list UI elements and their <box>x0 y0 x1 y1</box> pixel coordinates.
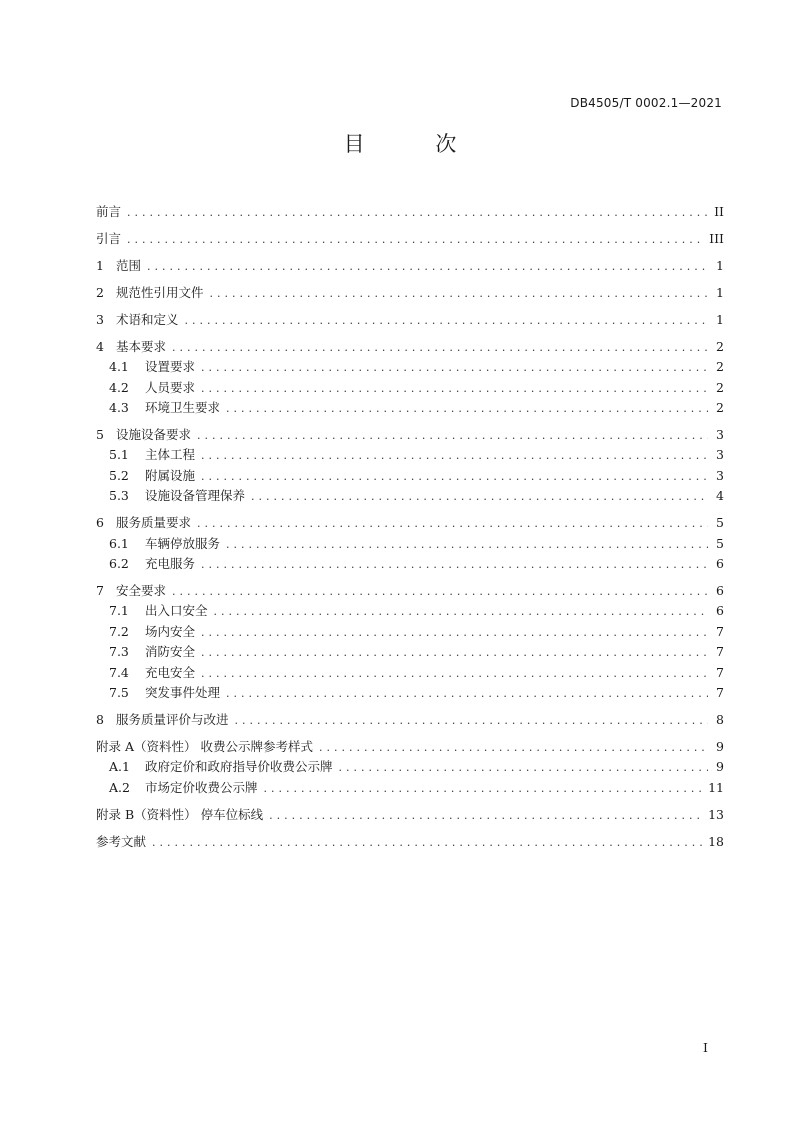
toc-entry-page: II <box>714 204 724 219</box>
toc-leader-dots <box>201 358 708 378</box>
toc-entry-label: 出入口安全 <box>145 603 208 619</box>
toc-entry-label: 范围 <box>116 257 142 273</box>
toc-entry-number: A.2 <box>109 779 130 795</box>
toc-entry-label: 引言 <box>96 230 122 246</box>
toc-entry-number: 4.3 <box>109 400 129 416</box>
toc-entry[interactable] <box>96 622 724 642</box>
toc-entry-label: 人员要求 <box>145 379 196 395</box>
toc-leader-dots <box>235 711 708 731</box>
toc-leader-dots <box>172 582 708 602</box>
toc-entry-label: 市场定价收费公示牌 <box>145 779 258 795</box>
toc-entry-number: 1 <box>96 257 104 273</box>
toc-entry[interactable] <box>96 357 724 377</box>
table-of-contents <box>96 202 724 852</box>
toc-entry-page: 5 <box>716 535 724 551</box>
toc-entry-label: 附录 B（资料性） 停车位标线 <box>96 806 264 822</box>
toc-leader-dots <box>127 203 708 223</box>
toc-entry-page: 3 <box>716 447 724 463</box>
toc-leader-dots <box>127 230 705 250</box>
toc-entry-label: 车辆停放服务 <box>145 535 221 551</box>
toc-entry-page: 13 <box>708 806 724 822</box>
toc-leader-dots <box>201 555 708 575</box>
toc-entry-label: 消防安全 <box>145 644 196 660</box>
toc-leader-dots <box>251 487 708 507</box>
toc-leader-dots <box>152 833 704 853</box>
toc-entry-number: 6 <box>96 515 104 531</box>
toc-entry-page: 1 <box>716 284 724 300</box>
toc-entry-label: 服务质量要求 <box>116 515 192 531</box>
toc-entry[interactable] <box>96 202 724 222</box>
toc-leader-dots <box>269 806 704 826</box>
toc-entry[interactable] <box>96 310 724 330</box>
toc-entry-page: 3 <box>716 467 724 483</box>
toc-leader-dots <box>201 664 708 684</box>
toc-entry-number: 6.1 <box>109 535 129 551</box>
toc-entry-label: 环境卫生要求 <box>145 400 221 416</box>
toc-entry-page: 3 <box>716 427 724 443</box>
toc-entry-label: 设施设备管理保养 <box>145 488 246 504</box>
toc-entry-page: 6 <box>716 583 724 598</box>
toc-entry-number: 7.5 <box>109 684 129 700</box>
toc-leader-dots <box>226 684 708 704</box>
page-number: I <box>703 1040 708 1055</box>
toc-entry[interactable] <box>96 337 724 357</box>
toc-leader-dots <box>210 284 708 304</box>
toc-entry-number: 4.2 <box>109 379 129 395</box>
toc-entry[interactable] <box>96 757 724 777</box>
toc-entry[interactable] <box>96 466 724 486</box>
toc-entry[interactable] <box>96 398 724 418</box>
toc-entry-number: 3 <box>96 311 104 327</box>
toc-leader-dots <box>201 467 708 487</box>
toc-entry-page: 2 <box>716 400 724 416</box>
toc-entry[interactable] <box>96 256 724 276</box>
toc-leader-dots <box>172 338 708 358</box>
toc-entry-page: 2 <box>716 338 724 354</box>
toc-entry[interactable] <box>96 710 724 730</box>
toc-entry-label: 充电服务 <box>145 556 196 572</box>
toc-entry[interactable] <box>96 445 724 465</box>
toc-entry-label: 突发事件处理 <box>145 684 221 700</box>
toc-entry-number: 7.1 <box>109 603 129 619</box>
toc-entry[interactable] <box>96 554 724 574</box>
toc-entry-label: 政府定价和政府指导价收费公示牌 <box>145 759 333 775</box>
toc-entry-number: 2 <box>96 284 104 300</box>
toc-leader-dots <box>201 643 708 663</box>
toc-leader-dots <box>264 779 705 799</box>
toc-entry[interactable] <box>96 229 724 249</box>
toc-entry-label: 前言 <box>96 204 122 219</box>
toc-entry-page: 9 <box>716 759 724 775</box>
toc-entry-label: 规范性引用文件 <box>116 284 204 300</box>
toc-entry-label: 术语和定义 <box>116 311 179 327</box>
toc-leader-dots <box>197 514 708 534</box>
toc-entry[interactable] <box>96 805 724 825</box>
toc-entry-page: III <box>709 230 724 246</box>
toc-leader-dots <box>185 311 708 331</box>
toc-entry-page: 5 <box>716 515 724 531</box>
toc-entry[interactable] <box>96 642 724 662</box>
toc-entry[interactable] <box>96 832 724 852</box>
toc-entry-page: 7 <box>716 684 724 700</box>
toc-entry[interactable] <box>96 378 724 398</box>
toc-entry[interactable] <box>96 581 724 601</box>
toc-leader-dots <box>214 602 708 622</box>
toc-entry-page: 18 <box>708 833 724 849</box>
page-title: 目 次 <box>343 132 489 156</box>
toc-entry-number: 7.2 <box>109 623 129 639</box>
toc-entry[interactable] <box>96 778 724 798</box>
toc-entry-number: 7.3 <box>109 644 129 660</box>
toc-entry-label: 设置要求 <box>145 359 196 375</box>
toc-entry[interactable] <box>96 513 724 533</box>
toc-leader-dots <box>197 426 708 446</box>
toc-leader-dots <box>226 399 708 419</box>
toc-entry-label: 服务质量评价与改进 <box>116 711 229 727</box>
toc-entry-page: 1 <box>716 257 724 273</box>
toc-leader-dots <box>147 257 708 277</box>
toc-entry-number: 5 <box>96 427 104 443</box>
toc-entry-number: 4.1 <box>109 359 129 375</box>
toc-entry-label: 设施设备要求 <box>116 427 192 443</box>
toc-entry-label: 安全要求 <box>116 583 167 598</box>
toc-leader-dots <box>201 623 708 643</box>
toc-entry-page: 1 <box>716 311 724 327</box>
toc-entry-page: 2 <box>716 359 724 375</box>
toc-entry-page: 7 <box>716 644 724 660</box>
toc-entry[interactable] <box>96 425 724 445</box>
toc-entry[interactable] <box>96 683 724 703</box>
toc-entry-page: 9 <box>716 738 724 754</box>
toc-leader-dots <box>319 738 708 758</box>
toc-entry-number: 7.4 <box>109 664 129 680</box>
toc-entry-page: 4 <box>716 488 724 504</box>
toc-leader-dots <box>201 379 708 399</box>
toc-entry[interactable] <box>96 283 724 303</box>
toc-entry[interactable] <box>96 663 724 683</box>
toc-entry-label: 充电安全 <box>145 664 196 680</box>
toc-entry[interactable] <box>96 486 724 506</box>
toc-entry-number: 8 <box>96 711 104 727</box>
toc-entry-number: A.1 <box>109 759 130 775</box>
toc-entry-number: 6.2 <box>109 556 129 572</box>
toc-entry-label: 基本要求 <box>116 338 167 354</box>
toc-entry-page: 6 <box>716 556 724 572</box>
toc-entry-page: 2 <box>716 379 724 395</box>
toc-entry[interactable] <box>96 534 724 554</box>
toc-entry-number: 4 <box>96 338 104 354</box>
toc-entry-page: 6 <box>716 603 724 619</box>
toc-entry[interactable] <box>96 737 724 757</box>
toc-entry-page: 7 <box>716 664 724 680</box>
toc-leader-dots <box>201 446 708 466</box>
document-code: DB4505/T 0002.1—2021 <box>570 96 722 110</box>
toc-entry-label: 场内安全 <box>145 623 196 639</box>
toc-entry-page: 11 <box>708 779 724 795</box>
toc-entry-label: 附录 A（资料性） 收费公示牌参考样式 <box>96 738 313 754</box>
toc-entry-page: 7 <box>716 623 724 639</box>
toc-entry-number: 5.2 <box>109 467 129 483</box>
toc-entry-number: 5.1 <box>109 447 129 463</box>
toc-entry-number: 7 <box>96 583 104 598</box>
toc-leader-dots <box>226 535 708 555</box>
toc-leader-dots <box>339 758 708 778</box>
toc-entry-number: 5.3 <box>109 488 129 504</box>
toc-entry-label: 参考文献 <box>96 833 147 849</box>
toc-entry-page: 8 <box>716 711 724 727</box>
toc-entry-label: 附属设施 <box>145 467 196 483</box>
toc-entry[interactable] <box>96 601 724 621</box>
toc-entry-label: 主体工程 <box>145 447 196 463</box>
